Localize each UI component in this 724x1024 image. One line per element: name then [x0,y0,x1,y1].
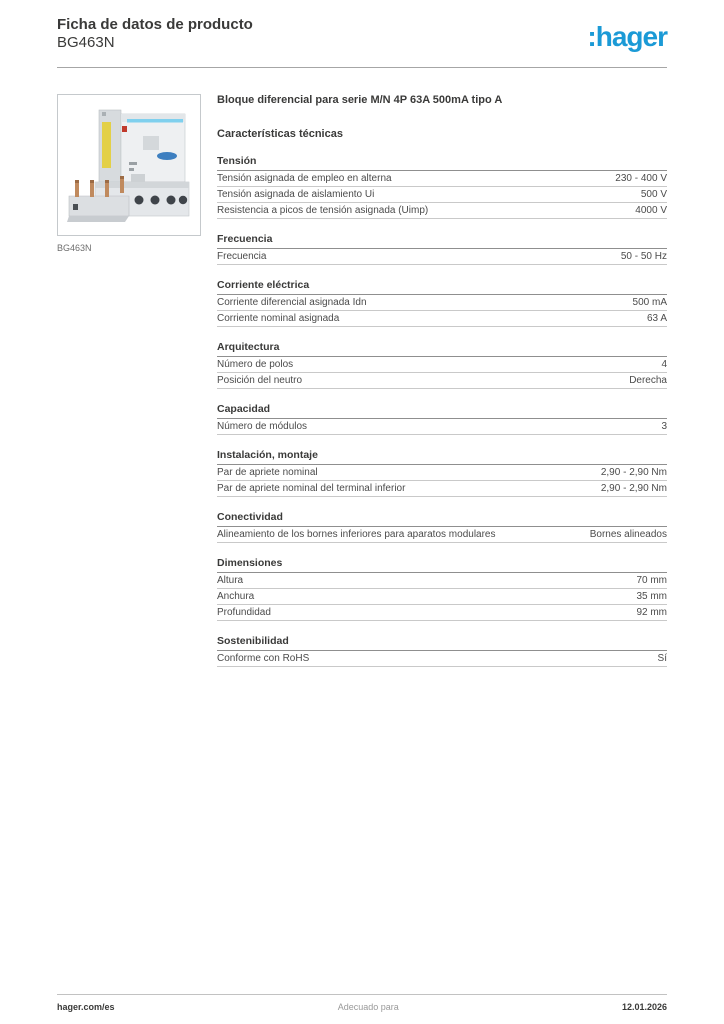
spec-label: Alineamiento de los bornes inferiores para aparatos modulares [217,529,496,540]
spec-section [217,403,667,435]
spec-section [217,233,667,265]
product-photo-icon [65,104,193,226]
spec-value: 500 mA [632,297,667,308]
spec-label: Número de módulos [217,421,308,432]
spec-value: 230 - 400 V [615,173,667,184]
product-reference: BG463N [57,34,115,51]
spec-value: 92 mm [636,607,667,618]
spec-row [217,465,667,481]
spec-value: Sí [657,653,667,664]
spec-sections [217,155,667,667]
spec-row [217,203,667,219]
spec-value: 4000 V [635,205,667,216]
spec-label: Profundidad [217,607,271,618]
spec-section-title: Dimensiones [217,557,667,573]
spec-value: 4 [661,359,667,370]
spec-row [217,187,667,203]
footer [57,994,667,1012]
spec-section [217,155,667,219]
spec-section-title: Sostenibilidad [217,635,667,651]
spec-row [217,171,667,187]
spec-row [217,589,667,605]
spec-row [217,651,667,667]
characteristics-title: Características técnicas [217,128,343,140]
spec-section [217,279,667,327]
spec-value: 50 - 50 Hz [620,251,667,262]
spec-label: Par de apriete nominal [217,467,318,478]
spec-label: Conforme con RoHS [217,653,310,664]
product-image-frame [57,94,201,236]
spec-label: Altura [217,575,244,586]
spec-section-title: Tensión [217,155,667,171]
spec-value: 3 [661,421,667,432]
footer-website-link[interactable]: hager.com/es [57,1002,115,1012]
spec-value: 2,90 - 2,90 Nm [600,483,667,494]
content [0,68,724,667]
spec-label: Número de polos [217,359,294,370]
spec-label: Tensión asignada de aislamiento Ui [217,189,375,200]
spec-label: Resistencia a picos de tensión asignada (Uimp) [217,205,429,216]
spec-section-title: Corriente eléctrica [217,279,667,295]
footer-suitable-for-label: Adecuado para [337,1002,399,1012]
spec-row [217,605,667,621]
spec-section [217,341,667,389]
spec-section [217,449,667,497]
product-description: Bloque diferencial para serie M/N 4P 63A 500mA tipo A [217,94,503,106]
hager-logo: :hager [587,21,667,52]
page-title: Ficha de datos de producto [57,16,253,33]
spec-label: Frecuencia [217,251,267,262]
spec-value: Derecha [629,375,667,386]
header [0,0,724,52]
spec-label: Corriente diferencial asignada Idn [217,297,367,308]
spec-value: 70 mm [636,575,667,586]
spec-row [217,311,667,327]
spec-label: Tensión asignada de empleo en alterna [217,173,392,184]
spec-section-title: Arquitectura [217,341,667,357]
spec-value: 63 A [646,313,667,324]
spec-row [217,419,667,435]
spec-value: 2,90 - 2,90 Nm [600,467,667,478]
spec-row [217,373,667,389]
product-image-caption: BG463N [57,243,92,253]
spec-section-title: Capacidad [217,403,667,419]
spec-label: Anchura [217,591,255,602]
spec-section-title: Conectividad [217,511,667,527]
spec-label: Par de apriete nominal del terminal inferior [217,483,406,494]
spec-section [217,635,667,667]
spec-row [217,573,667,589]
spec-value: 35 mm [636,591,667,602]
spec-row [217,357,667,373]
spec-section [217,557,667,621]
spec-column [217,94,667,667]
spec-row [217,249,667,265]
spec-row [217,295,667,311]
spec-row [217,527,667,543]
spec-section [217,511,667,543]
spec-section-title: Frecuencia [217,233,667,249]
spec-section-title: Instalación, montaje [217,449,667,465]
spec-row [217,481,667,497]
header-titles [57,16,253,52]
footer-date: 12.01.2026 [621,1002,667,1012]
spec-label: Corriente nominal asignada [217,313,340,324]
product-image-column [57,94,201,667]
spec-value: 500 V [640,189,667,200]
spec-value: Bornes alineados [589,529,667,540]
spec-label: Posición del neutro [217,375,303,386]
